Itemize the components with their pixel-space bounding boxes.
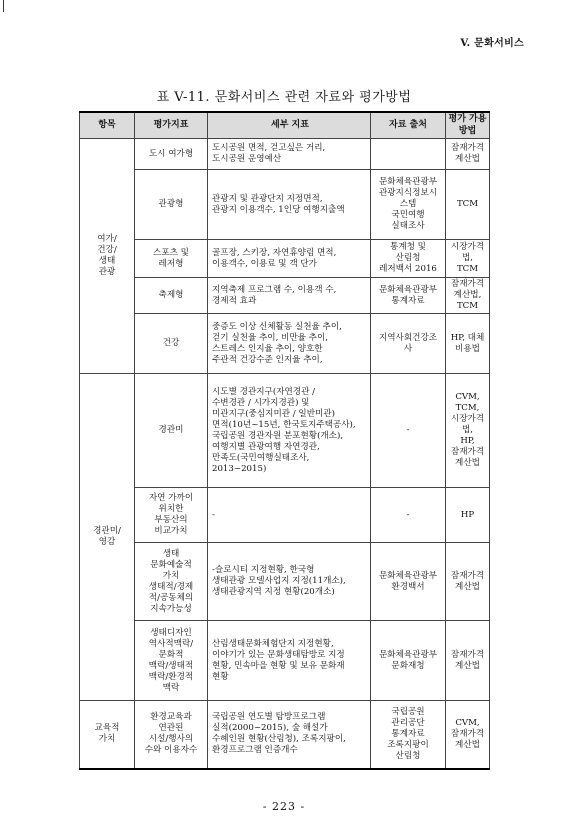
method-cell: 잠재가격계산법, TCM [446, 278, 490, 314]
indicator-cell: 건강 [135, 314, 208, 374]
source-cell: 문화체육관광부 문화재청 [371, 621, 446, 701]
table-row [80, 621, 490, 701]
running-header: V. 문화서비스 [460, 38, 524, 49]
table-title: 표 V-11. 문화서비스 관련 자료와 평가방법 [156, 90, 412, 105]
detail-cell: -슬로시티 지정현황, 한국형 생태관광 모델사업지 지정(11개소), 생태관광지역 지정 현황(20개소) [208, 543, 371, 621]
detail-cell: 국립공원 연도별 탐방프로그램 실적(2000~2015), 숲 해설가 수혜인원 현황(산림청), 조록지팡이, 환경프로그램 인증개수 [208, 701, 371, 769]
header-category: 항목 [80, 112, 135, 139]
source-cell: - [371, 374, 446, 488]
detail-cell: 골프장, 스키장, 자연휴양림 면적, 이용객수, 이용료 및 객 단가 [208, 240, 371, 278]
method-cell: 잠재가격계산법 [446, 621, 490, 701]
indicator-cell: 경관미 [135, 374, 208, 488]
method-cell: 잠재가격계산법 [446, 543, 490, 621]
method-cell: HP, 대체비용법 [446, 314, 490, 374]
indicator-cell: 자연 가까이 위치한 부동산의 비교가치 [135, 488, 208, 543]
detail-cell: 도시공원 면적, 걷고싶은 거리, 도시공원 운영예산 [208, 139, 371, 170]
method-cell: 시장가격법, TCM [446, 240, 490, 278]
header-indicator: 평가지표 [135, 112, 208, 139]
category-cell: 교육적 가치 [80, 701, 135, 769]
header-method: 평가 가용 방법 [446, 112, 490, 139]
source-cell: 문화체육관광부 관광지식정보시 스템 국민여행 실태조사 [371, 170, 446, 240]
method-cell: CVM, TCM, 시장가격법, HP, 잠재가격계산법 [446, 374, 490, 488]
indicator-cell: 관광형 [135, 170, 208, 240]
table-row [80, 170, 490, 240]
indicator-cell: 스포츠 및 레저형 [135, 240, 208, 278]
header-source: 자료 출처 [371, 112, 446, 139]
detail-cell: 중증도 이상 신체활동 실천율 추이, 걷기 실천율 추이, 비만율 추이, 스트레스 인지율 추이, 양호한 주관적 건강수준 인지율 추이, [208, 314, 371, 374]
source-cell: 지역사회건강조 사 [371, 314, 446, 374]
table-row [80, 701, 490, 769]
indicator-cell: 환경교육과 연관된 시설/행사의 수와 이용자수 [135, 701, 208, 769]
table-row [80, 240, 490, 278]
method-cell: HP [446, 488, 490, 543]
source-cell: 문화체육관광부 통계자료 [371, 278, 446, 314]
indicator-cell: 생태 문화예술적 가치 생태적/경제 적/공동체의 지속가능성 [135, 543, 208, 621]
detail-cell: 산림생태문화체험단지 지정현황, 이야기가 있는 문화생태탐방로 지정 현황, 민속마을 현황 및 보유 문화재 현황 [208, 621, 371, 701]
category-cell: 여가/ 건강/ 생태 관광 [80, 139, 135, 374]
table-header-row [80, 112, 490, 139]
detail-cell: 관광지 및 관광단지 지정면적, 관광지 이용객수, 1인당 여행지출액 [208, 170, 371, 240]
indicator-cell: 도시 여가형 [135, 139, 208, 170]
table-row [80, 374, 490, 488]
detail-cell: 지역축제 프로그램 수, 이용객 수, 경제적 효과 [208, 278, 371, 314]
source-cell: 통계청 및 산림청 레저백서 2016 [371, 240, 446, 278]
header-detail: 세부 지표 [208, 112, 371, 139]
source-cell: - [371, 488, 446, 543]
indicator-cell: 축제형 [135, 278, 208, 314]
method-cell: CVM, 잠재가격 계산법 [446, 701, 490, 769]
source-cell [371, 139, 446, 170]
table-row [80, 278, 490, 314]
indicator-cell: 생태디자인 역사적맥락/ 문화적 맥락/생태적 맥락/환경적 맥락 [135, 621, 208, 701]
category-cell: 경관미/ 영감 [80, 374, 135, 701]
table-row [80, 488, 490, 543]
method-cell: TCM [446, 170, 490, 240]
table-row [80, 139, 490, 170]
source-cell: 문화체육관광부 환경백서 [371, 543, 446, 621]
page-number: - 223 - [262, 800, 306, 813]
source-cell: 국립공원 관리공단 통계자료 조록지팡이 산림청 [371, 701, 446, 769]
evaluation-table [79, 111, 490, 770]
page-corner-mark [3, 0, 9, 12]
detail-cell: 시도별 경관지구(자연경관 / 수변경관 / 시가지경관) 및 미관지구(중심지미관 / 일반미관) 면적(10년~15년, 한국토지주택공사), 국립공원 경관자원 분포현황(개소), 여행지별 관광여행 자연경관, 만족도(국민여행실태조사, 2013~2015) [208, 374, 371, 488]
detail-cell: - [208, 488, 371, 543]
table-row [80, 314, 490, 374]
table-row [80, 543, 490, 621]
method-cell: 잠재가격계산법 [446, 139, 490, 170]
